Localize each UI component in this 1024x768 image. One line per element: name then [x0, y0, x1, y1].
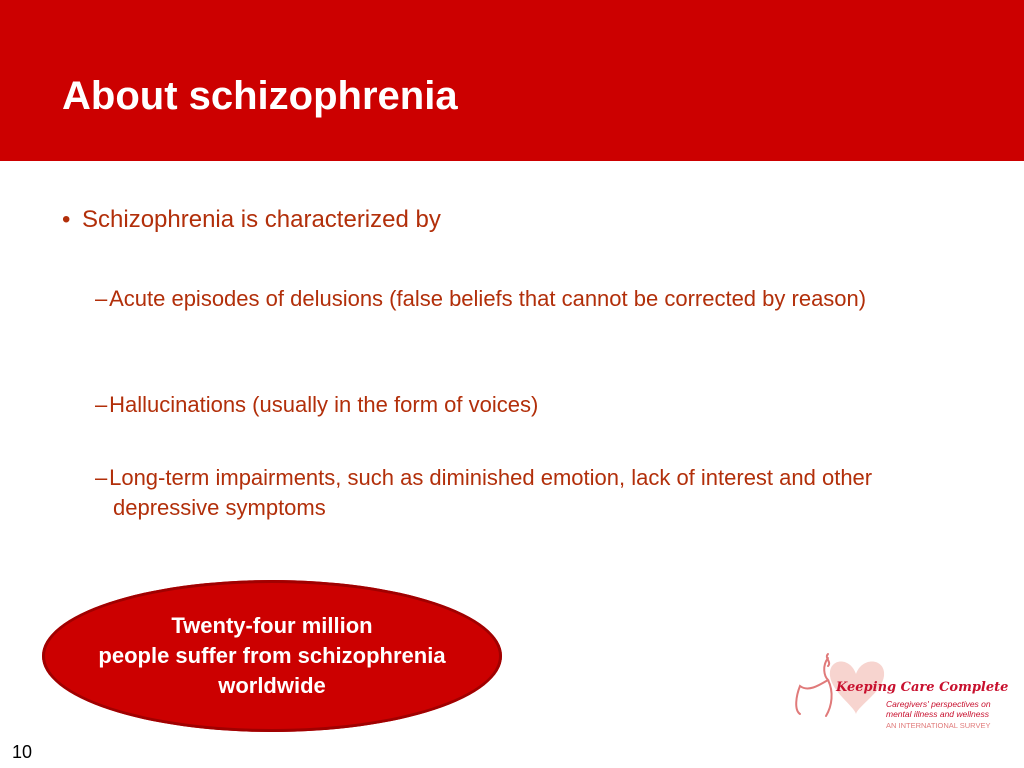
dash-mark: – — [95, 392, 108, 417]
sub-bullet-item — [95, 390, 963, 420]
callout-line: people suffer from schizophrenia — [98, 643, 446, 668]
callout-text — [98, 611, 445, 701]
bullet-text: Schizophrenia is characterized by — [82, 206, 441, 233]
callout-line: Twenty-four million — [171, 613, 373, 638]
sub-bullet-text: Long-term impairments, such as diminished emotion, lack of interest and other depressive symptoms — [109, 465, 873, 520]
logo — [788, 652, 1009, 738]
bullet-item — [62, 204, 441, 236]
bullet-mark: • — [62, 206, 71, 233]
logo-subtitle: mental illness and wellness — [886, 709, 989, 719]
sub-bullet-item — [95, 284, 963, 314]
sub-bullet-text: Hallucinations (usually in the form of voices) — [109, 392, 539, 417]
title-bar — [0, 0, 1024, 161]
callout-line: worldwide — [218, 673, 326, 698]
page-number: 10 — [12, 742, 33, 762]
sub-bullet-item — [95, 463, 963, 523]
slide-title: About schizophrenia — [62, 74, 458, 118]
callout-ellipse — [42, 580, 502, 732]
dash-mark: – — [95, 465, 108, 490]
logo-title: Keeping Care Complete — [836, 680, 1009, 695]
dash-mark: – — [95, 286, 108, 311]
logo-tagline: AN INTERNATIONAL SURVEY — [886, 721, 991, 730]
logo-subtitle: Caregivers' perspectives on — [886, 699, 991, 709]
sub-bullet-text: Acute episodes of delusions (false beliefs that cannot be corrected by reason) — [109, 286, 867, 311]
